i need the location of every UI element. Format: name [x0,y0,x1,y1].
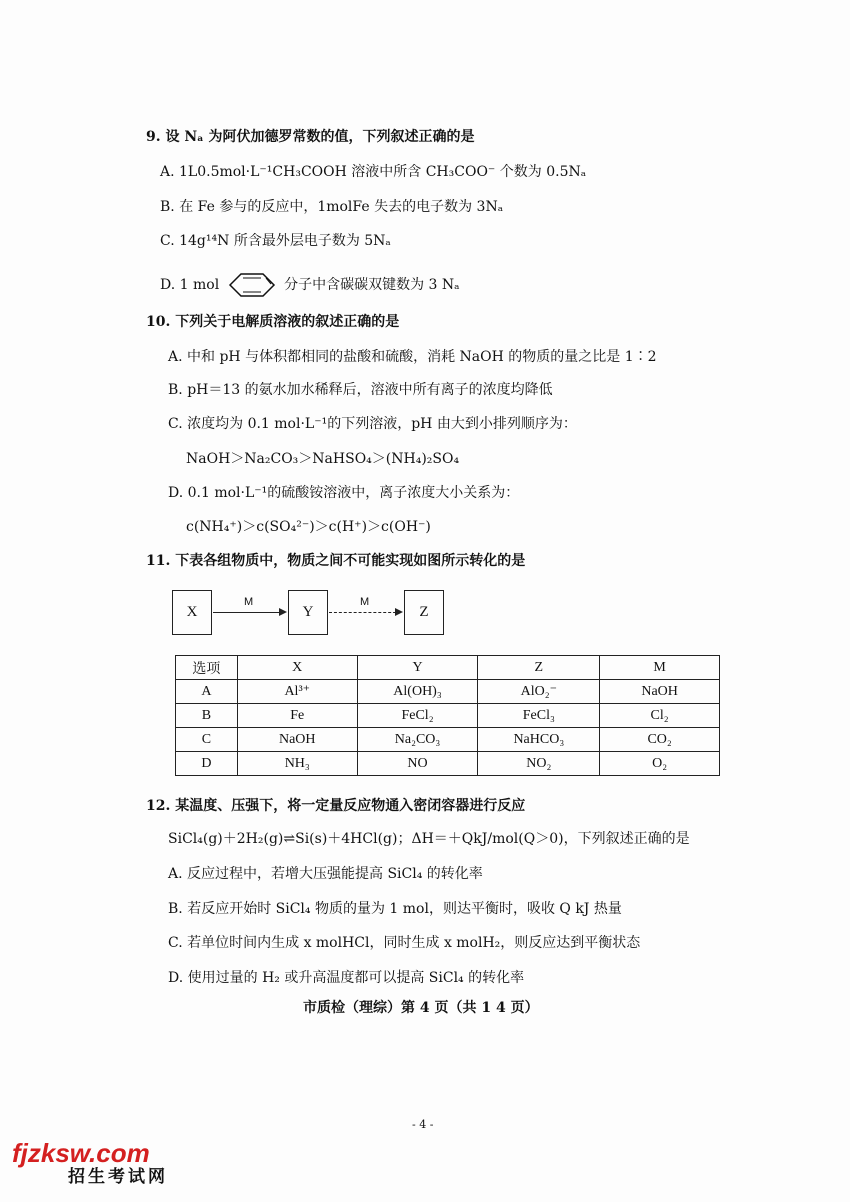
q12-option-d: D. 使用过量的 H₂ 或升高温度都可以提高 SiCl₄ 的转化率 [168,970,525,986]
q10-option-c-order: NaOH＞Na₂CO₃＞NaHSO₄＞(NH₄)₂SO₄ [186,451,460,467]
q10-option-b: B. pH＝13 的氨水加水稀释后，溶液中所有离子的浓度均降低 [168,382,553,398]
cell: NO [357,752,478,776]
cell: AlO₂⁻ [478,680,600,704]
q9-option-c: C. 14g¹⁴N 所含最外层电子数为 5Nₐ [160,233,391,249]
cell: NaOH [600,680,720,704]
q11-table [175,655,720,776]
cell: Al(OH)₃ [357,680,478,704]
q10-option-d-order: c(NH₄⁺)＞c(SO₄²⁻)＞c(H⁺)＞c(OH⁻) [186,519,431,535]
table-row [176,752,720,776]
cell: NH₃ [237,752,357,776]
cell: NaHCO₃ [478,728,600,752]
benzene-ring-icon [228,272,276,298]
header-cell: 选项 [176,656,238,680]
q9-d-suffix: 分子中含碳碳双键数为 3 Nₐ [284,277,460,293]
arrow-label-m: M [360,596,370,608]
q9-stem: 9. 设 Nₐ 为阿伏加德罗常数的值，下列叙述正确的是 [146,129,475,145]
arrow-label-m: M [244,596,254,608]
page-number: - 4 - [412,1118,434,1131]
q12-option-b: B. 若反应开始时 SiCl₄ 物质的量为 1 mol，则达平衡时，吸收 Q kJ 热量 [168,901,622,917]
arrow-icon [329,612,401,613]
header-cell: X [237,656,357,680]
cell: FeCl₃ [478,704,600,728]
header-cell: Z [478,656,600,680]
q10-option-c: C. 浓度均为 0.1 mol·L⁻¹的下列溶液，pH 由大到小排列顺序为： [168,416,577,432]
q12-stem: 12. 某温度、压强下，将一定量反应物通入密闭容器进行反应 [146,798,526,814]
table-header-row [176,656,720,680]
q10-option-d: D. 0.1 mol·L⁻¹的硫酸铵溶液中，离子浓度大小关系为： [168,485,520,501]
site-logo: fjzksw.com [12,1138,150,1168]
header-cell: M [600,656,720,680]
q9-d-prefix: D. 1 mol [160,277,220,293]
q11-stem: 11. 下表各组物质中，物质之间不可能实现如图所示转化的是 [146,553,526,569]
diagram-box-z: Z [404,590,444,635]
cell: O₂ [600,752,720,776]
cell: B [176,704,238,728]
arrow-icon [213,612,285,613]
q12-equation: SiCl₄(g)＋2H₂(g)⇌Si(s)＋4HCl(g)；ΔH＝＋QkJ/mol(Q＞0)，下列叙述正确的是 [168,831,690,847]
q10-stem: 10. 下列关于电解质溶液的叙述正确的是 [146,314,400,330]
q12-option-a: A. 反应过程中，若增大压强能提高 SiCl₄ 的转化率 [168,866,483,882]
page-footer: 市质检（理综）第 4 页（共 1 4 页） [303,1000,539,1016]
q9-option-d [160,272,460,298]
cell: D [176,752,238,776]
cell: Cl₂ [600,704,720,728]
cell: Al³⁺ [237,680,357,704]
cell: NO₂ [478,752,600,776]
cell: A [176,680,238,704]
table-row [176,680,720,704]
cell: FeCl₂ [357,704,478,728]
cell: C [176,728,238,752]
site-tagline: 招生考试网 [68,1167,168,1187]
q12-option-c: C. 若单位时间内生成 x molHCl，同时生成 x molH₂，则反应达到平衡状态 [168,935,641,951]
cell: Na₂CO₃ [357,728,478,752]
diagram-box-x: X [172,590,212,635]
cell: CO₂ [600,728,720,752]
q9-option-b: B. 在 Fe 参与的反应中，1molFe 失去的电子数为 3Nₐ [160,199,504,215]
table-row [176,704,720,728]
header-cell: Y [357,656,478,680]
table-row [176,728,720,752]
q10-option-a: A. 中和 pH 与体积都相同的盐酸和硫酸，消耗 NaOH 的物质的量之比是 1∶2 [168,349,657,365]
q9-option-a: A. 1L0.5mol·L⁻¹CH₃COOH 溶液中所含 CH₃COO⁻ 个数为 0.5Nₐ [160,164,587,180]
cell: NaOH [237,728,357,752]
diagram-box-y: Y [288,590,328,635]
cell: Fe [237,704,357,728]
